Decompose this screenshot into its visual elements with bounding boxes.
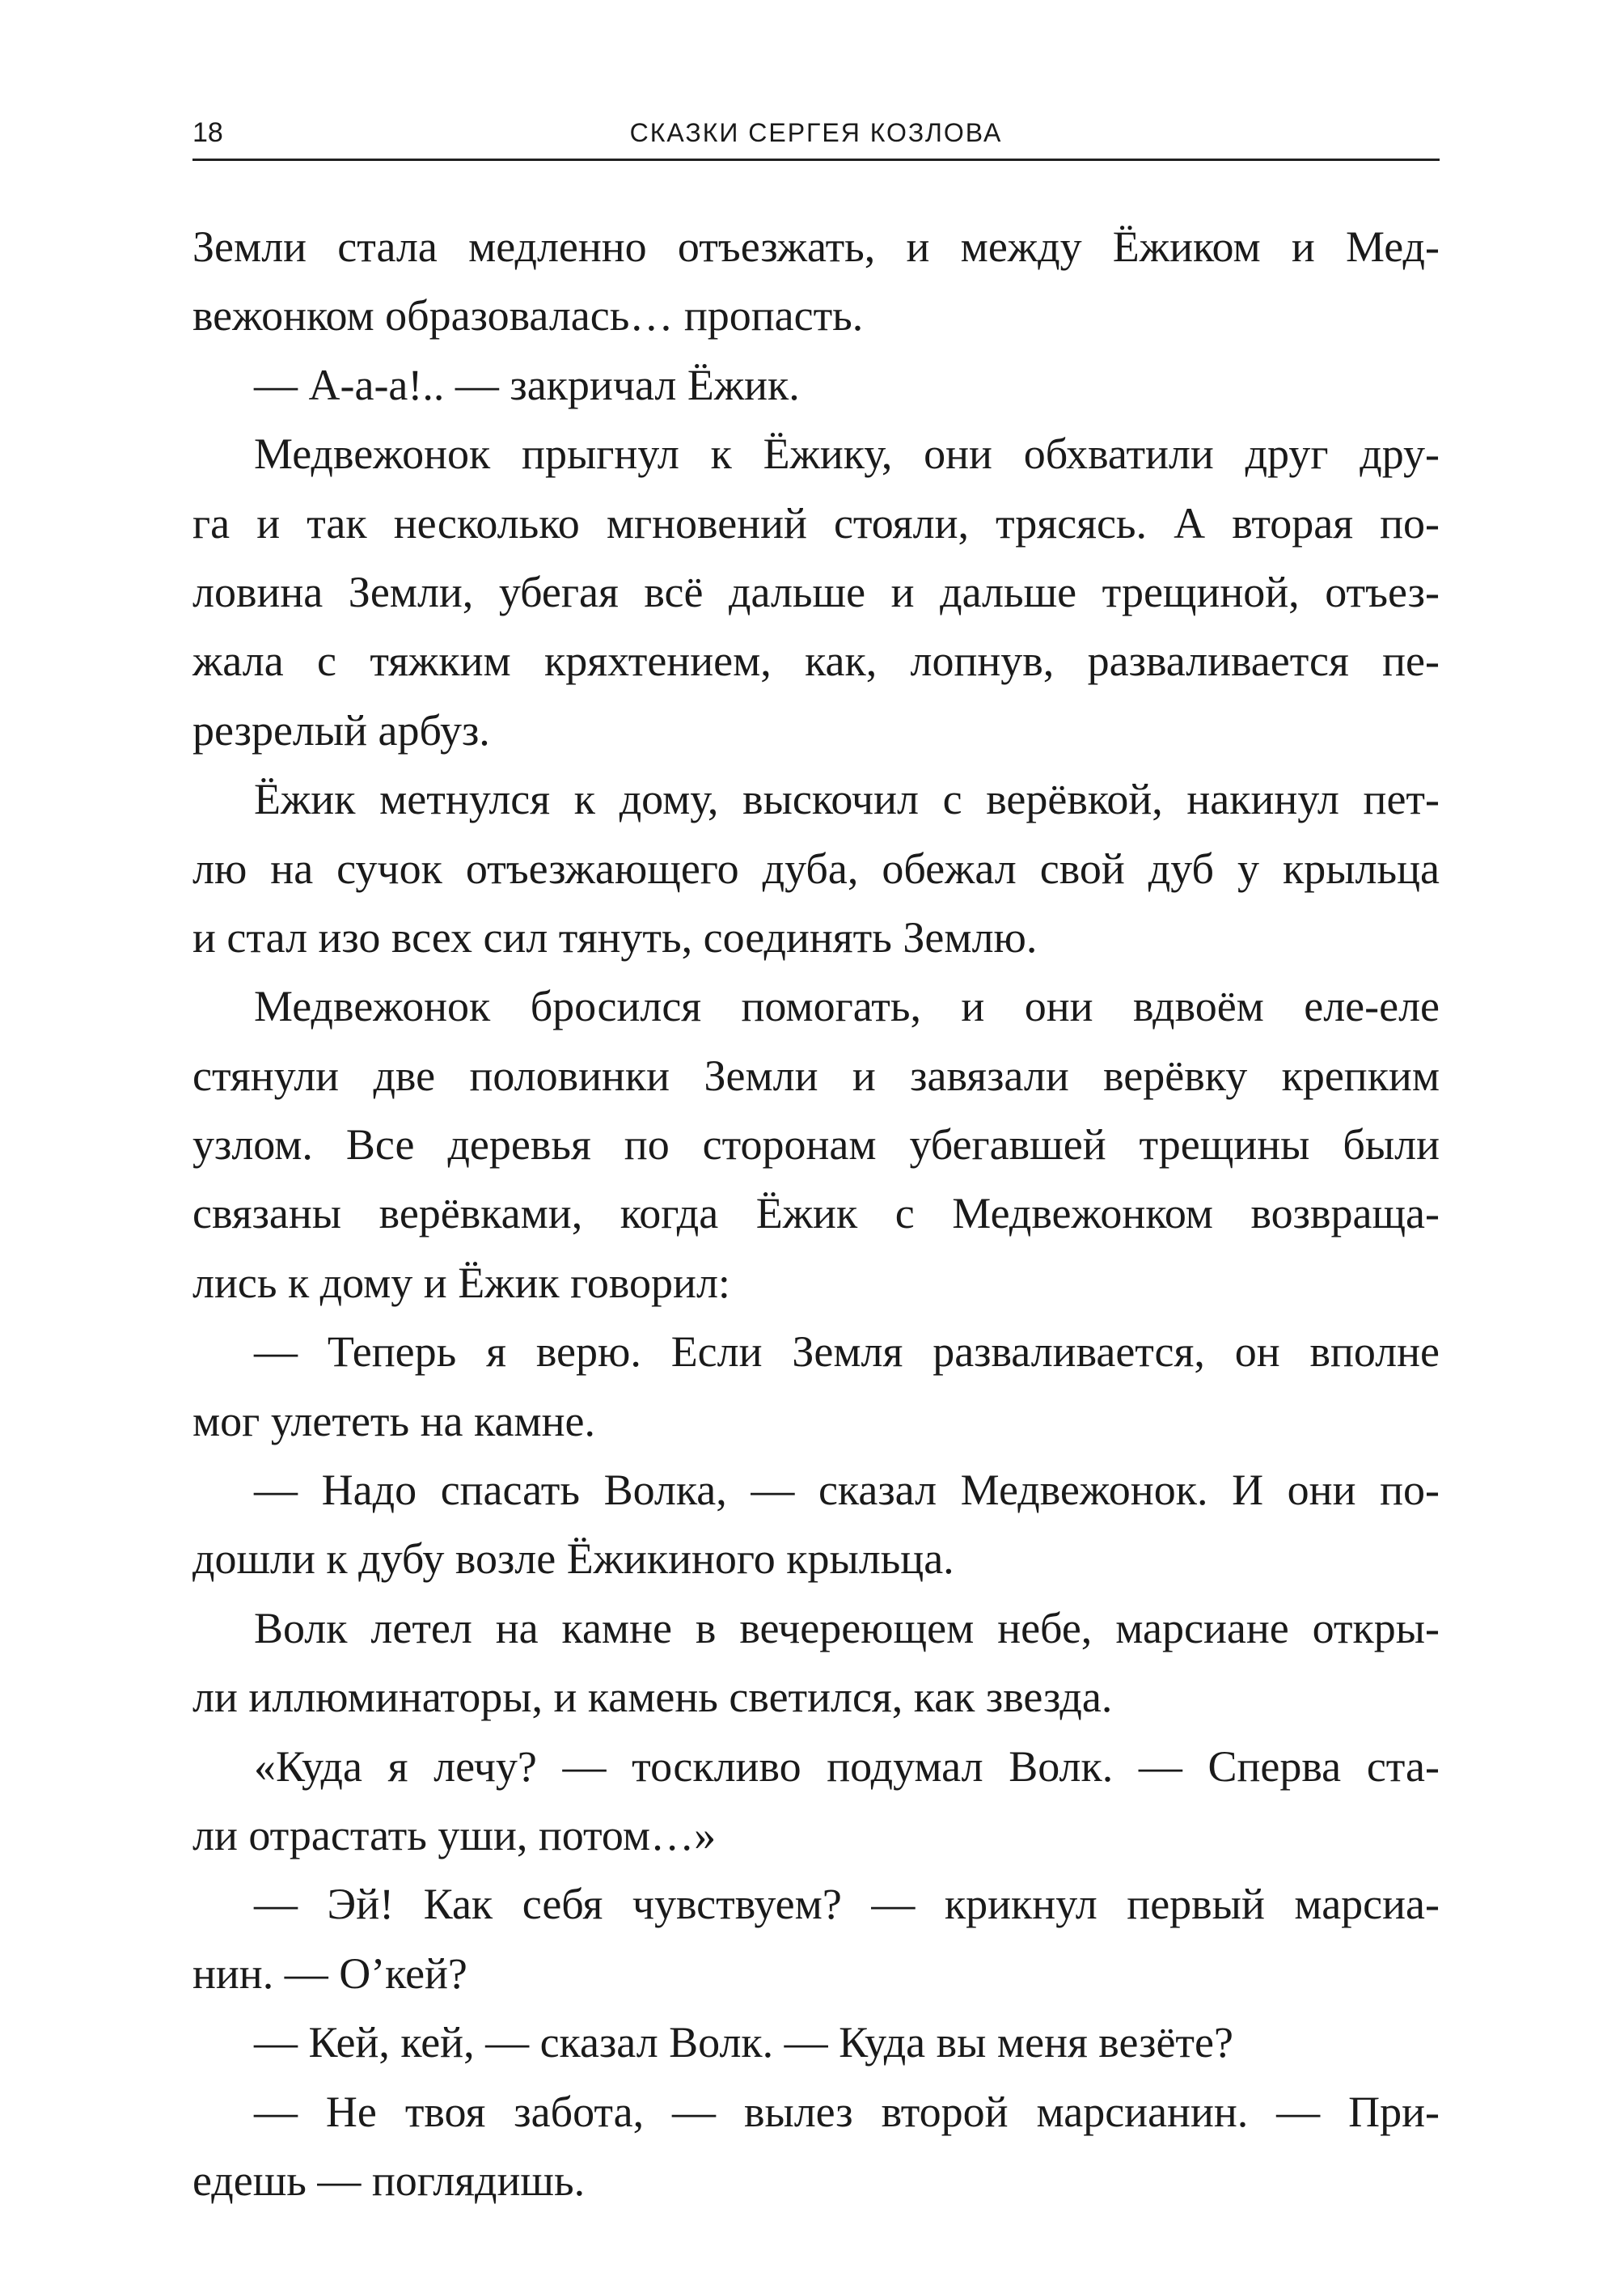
text-line-14: узлом. Все деревья по сторонам убегавшей трещины были <box>192 1120 1440 1170</box>
text-line-19: — Надо спасать Волка, — сказал Медвежонок. И они по- <box>254 1466 1440 1515</box>
text-line-13: стянули две половинки Земли и завязали верёвку крепким <box>192 1051 1440 1100</box>
text-line-16: лись к дому и Ёжик говорил: <box>192 1258 730 1307</box>
text-line-24: ли отрастать уши, потом…» <box>192 1810 717 1859</box>
text-line-11: и стал изо всех сил тянуть, соединять Землю. <box>192 912 1038 962</box>
text-line-22: ли иллюминаторы, и камень светился, как звезда. <box>192 1673 1113 1722</box>
text-line-9: Ёжик метнулся к дому, выскочил с верёвкой, накинул пет- <box>254 775 1440 824</box>
text-line-15: связаны верёвками, когда Ёжик с Медвежонком возвраща- <box>192 1189 1440 1238</box>
text-line-5: га и так несколько мгновений стояли, трясясь. А вторая по- <box>192 498 1440 548</box>
book-title: СКАЗКИ СЕРГЕЯ КОЗЛОВА <box>629 118 1003 147</box>
text-line-20: дошли к дубу возле Ёжикиного крыльца. <box>192 1534 954 1584</box>
text-line-28: — Не твоя забота, — вылез второй марсианин. — При- <box>254 2087 1440 2136</box>
text-body <box>192 213 1440 2215</box>
text-line-4: Медвежонок прыгнул к Ёжику, они обхватили друг дру- <box>254 429 1440 479</box>
running-head <box>192 113 1440 161</box>
text-line-6: ловина Земли, убегая всё дальше и дальше трещиной, отъез- <box>192 567 1440 616</box>
text-line-12: Медвежонок бросился помогать, и они вдвоём еле-еле <box>254 982 1440 1031</box>
text-line-18: мог улететь на камне. <box>192 1396 595 1445</box>
text-line-17: — Теперь я верю. Если Земля разваливается, он вполне <box>254 1327 1440 1377</box>
text-line-7: жала с тяжким кряхтением, как, лопнув, разваливается пе- <box>192 637 1440 686</box>
text-line-8: резрелый арбуз. <box>192 705 490 755</box>
text-line-2: вежонком образовалась… пропасть. <box>192 291 864 341</box>
text-line-26: нин. — О’кей? <box>192 1948 467 1998</box>
text-line-23: «Куда я лечу? — тоскливо подумал Волк. — Сперва ста- <box>254 1741 1440 1791</box>
text-line-29: едешь — поглядишь. <box>192 2156 586 2205</box>
text-line-3: — А-а-а!.. — закричал Ёжик. <box>254 360 800 409</box>
text-line-27: — Кей, кей, — сказал Волк. — Куда вы меня везёте? <box>254 2018 1233 2067</box>
text-line-10: лю на сучок отъезжающего дуба, обежал свой дуб у крыльца <box>192 844 1440 893</box>
text-line-25: — Эй! Как себя чувствуем? — крикнул первый марсиа- <box>254 1880 1440 1929</box>
text-line-21: Волк летел на камне в вечереющем небе, марсиане откры- <box>254 1603 1440 1652</box>
text-line-1: Земли стала медленно отъезжать, и между Ёжиком и Мед- <box>192 222 1440 271</box>
page-number: 18 <box>192 117 223 148</box>
